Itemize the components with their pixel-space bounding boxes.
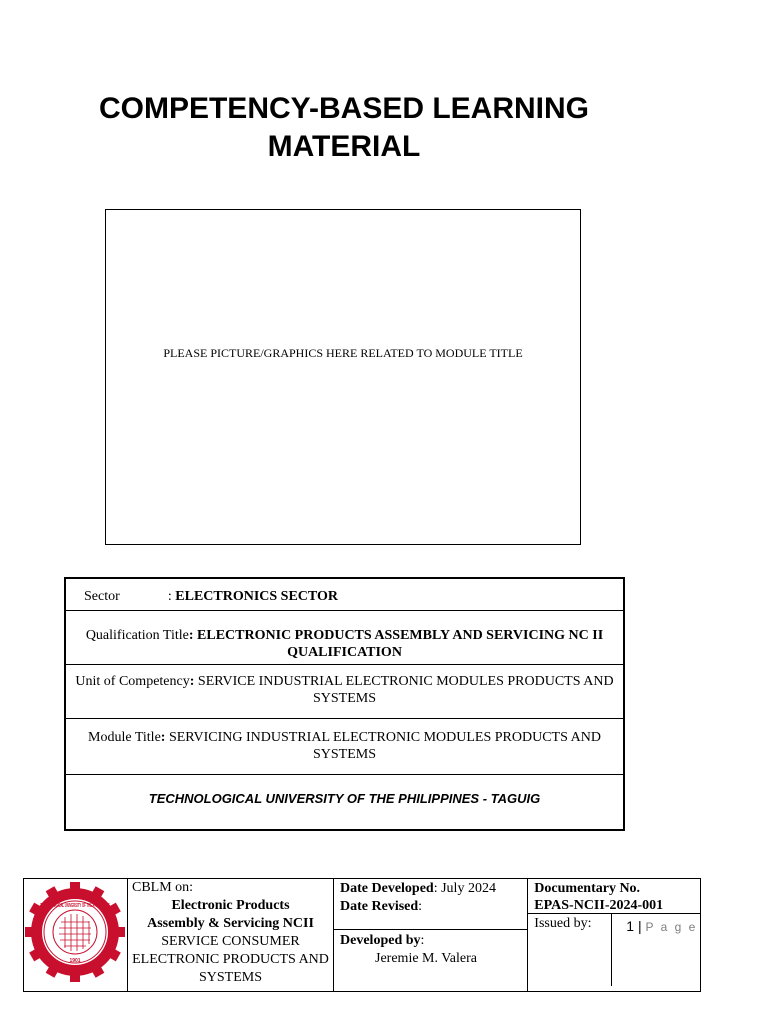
institution-name: TECHNOLOGICAL UNIVERSITY OF THE PHILIPPINES - TAGUIG <box>148 791 541 806</box>
qualification-value: ELECTRONIC PRODUCTS ASSEMBLY AND SERVICING NC II QUALIFICATION <box>197 628 604 660</box>
sector-separator: : <box>167 589 172 604</box>
page-word: P a g e <box>645 920 698 934</box>
document-number-cell <box>528 879 701 992</box>
title-line-2: MATERIAL <box>267 130 421 163</box>
cblm-title-line-1: Electronic Products <box>171 898 290 913</box>
sector-row <box>66 579 623 611</box>
cblm-title-line-2: Assembly & Servicing NCII <box>147 916 314 931</box>
page-number: 1 <box>626 918 635 934</box>
date-revised-value: : <box>418 899 423 914</box>
date-revised-label: Date Revised <box>340 899 419 914</box>
date-developed-label: Date Developed <box>340 881 434 896</box>
institution-row <box>66 775 623 829</box>
cblm-subtitle: SERVICE CONSUMER ELECTRONIC PRODUCTS AND SYSTEMS <box>132 934 329 985</box>
developed-by-value: Jeremie M. Valera <box>375 951 477 966</box>
seal-year: 1901 <box>69 958 81 964</box>
university-seal-icon <box>24 879 127 986</box>
module-info-table <box>64 577 625 831</box>
document-title <box>40 90 648 166</box>
page-indicator: 1 | P a g e <box>626 918 698 934</box>
sector-label: Sector <box>84 589 120 604</box>
picture-placeholder-text: PLEASE PICTURE/GRAPHICS HERE RELATED TO MODULE TITLE <box>163 346 523 360</box>
doc-number-label: Documentary No. <box>534 881 641 896</box>
qualification-row: Qualification Title: ELECTRONIC PRODUCTS ASSEMBLY AND SERVICING NC II QUALIFICATION <box>66 611 623 665</box>
date-developed-value: : July 2024 <box>433 881 496 896</box>
unit-value: SERVICE INDUSTRIAL ELECTRONIC MODULES PRODUCTS AND SYSTEMS <box>197 674 614 706</box>
dates-cell <box>334 879 528 992</box>
seal-text: TECHNOLOGICAL UNIVERSITY OF THE PHILIPPINES <box>40 902 110 909</box>
qualification-label: Qualification Title <box>85 628 189 643</box>
unit-of-competency-row: Unit of Competency: SERVICE INDUSTRIAL ELECTRONIC MODULES PRODUCTS AND SYSTEMS <box>66 665 623 719</box>
cblm-cell <box>128 879 334 992</box>
issued-by-label: Issued by: <box>528 914 612 986</box>
unit-label: Unit of Competency <box>75 674 190 689</box>
module-title-row: Module Title: SERVICING INDUSTRIAL ELECTRONIC MODULES PRODUCTS AND SYSTEMS <box>66 719 623 775</box>
developed-by-label: Developed by <box>340 933 421 948</box>
doc-number-value: EPAS-NCII-2024-001 <box>534 898 664 913</box>
module-label: Module Title <box>88 730 161 745</box>
module-value: SERVICING INDUSTRIAL ELECTRONIC MODULES PRODUCTS AND SYSTEMS <box>168 730 601 762</box>
title-line-1: COMPETENCY-BASED LEARNING <box>98 92 590 125</box>
picture-placeholder-box <box>105 209 581 545</box>
logo-cell <box>24 879 128 992</box>
document-footer-table <box>23 878 701 992</box>
sector-value: ELECTRONICS SECTOR <box>175 589 339 604</box>
developed-by-separator: : <box>420 933 425 948</box>
cblm-label: CBLM on: <box>132 880 194 895</box>
